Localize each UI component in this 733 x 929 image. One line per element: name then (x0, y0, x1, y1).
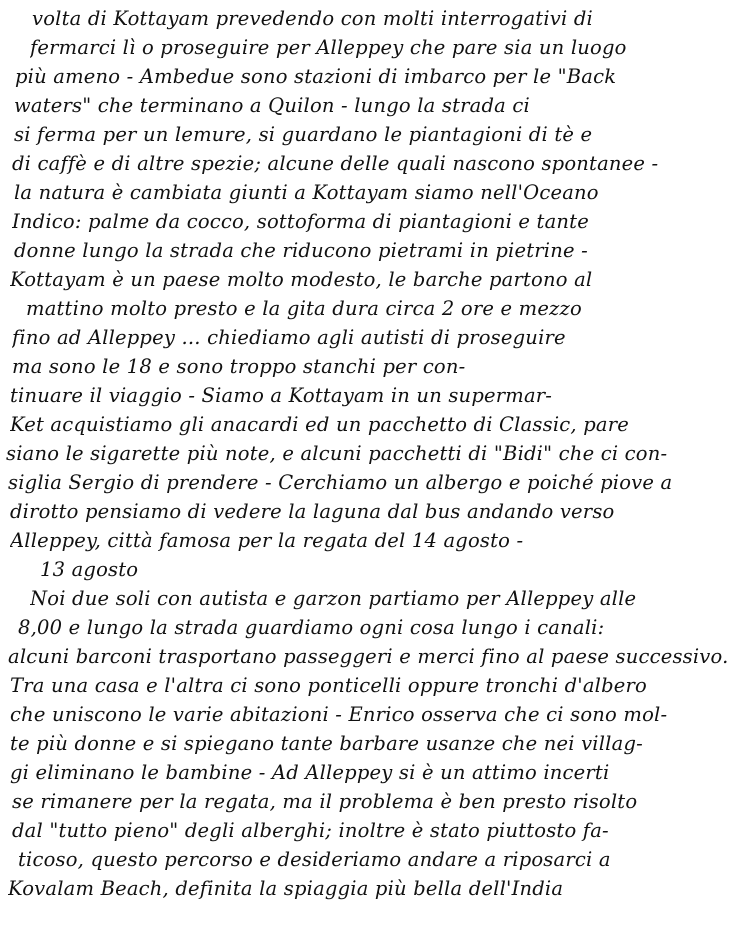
text-line-15: Ket acquistiamo gli anacardi ed un pacchetto di Classic, pare (10, 413, 629, 436)
text-line-23: alcuni barconi trasportano passeggeri e merci fino al paese successivo. (8, 645, 729, 668)
text-line-21: Noi due soli con autista e garzon partiamo per Alleppey alle (30, 587, 637, 610)
text-line-25: che uniscono le varie abitazioni - Enrico osserva che ci sono mol- (10, 703, 668, 726)
text-line-22: 8,00 e lungo la strada guardiamo ogni cosa lungo i canali: (18, 616, 605, 639)
text-line-26: te più donne e si spiegano tante barbare usanze che nei villag- (10, 732, 643, 755)
text-line-4: waters" che terminano a Quilon - lungo la strada ci (14, 94, 530, 117)
text-line-10: Kottayam è un paese molto modesto, le barche partono al (10, 268, 593, 291)
text-line-17: siglia Sergio di prendere - Cerchiamo un albergo e poiché piove a (8, 471, 673, 494)
text-line-31: Kovalam Beach, definita la spiaggia più bella dell'India (8, 877, 564, 900)
text-line-16: siano le sigarette più note, e alcuni pacchetti di "Bidi" che ci con- (6, 442, 668, 465)
text-line-18: dirotto pensiamo di vedere la laguna dal bus andando verso (10, 500, 615, 523)
text-line-2: fermarci lì o proseguire per Alleppey che pare sia un luogo (30, 36, 627, 59)
text-line-8: Indico: palme da cocco, sottoforma di piantagioni e tante (12, 210, 589, 233)
text-line-28: se rimanere per la regata, ma il problema è ben presto risolto (12, 790, 638, 813)
text-line-13: ma sono le 18 e sono troppo stanchi per con- (12, 355, 466, 378)
text-line-3: più ameno - Ambedue sono stazioni di imbarco per le "Back (15, 65, 617, 88)
text-line-14: tinuare il viaggio - Siamo a Kottayam in un supermar- (10, 384, 553, 407)
text-line-9: donne lungo la strada che riducono pietrami in pietrine - (14, 239, 588, 262)
text-line-7: la natura è cambiata giunti a Kottayam siamo nell'Oceano (14, 181, 599, 204)
text-line-6: di caffè e di altre spezie; alcune delle quali nascono spontanee - (12, 152, 659, 175)
text-line-12: fino ad Alleppey ... chiediamo agli autisti di proseguire (12, 326, 566, 349)
text-line-30: ticoso, questo percorso e desideriamo andare a riposarci a (18, 848, 611, 871)
diary-date-heading: 13 agosto (40, 558, 139, 581)
text-line-27: gi eliminano le bambine - Ad Alleppey si è un attimo incerti (10, 761, 610, 784)
text-line-24: Tra una casa e l'altra ci sono ponticelli oppure tronchi d'albero (10, 674, 647, 697)
text-line-29: dal "tutto pieno" degli alberghi; inoltre è stato piuttosto fa- (12, 819, 609, 842)
text-line-11: mattino molto presto e la gita dura circa 2 ore e mezzo (26, 297, 582, 320)
text-line-5: si ferma per un lemure, si guardano le piantagioni di tè e (14, 123, 593, 146)
text-line-19: Alleppey, città famosa per la regata del 14 agosto - (10, 529, 524, 552)
text-line-1: volta di Kottayam prevedendo con molti interrogativi di (32, 7, 593, 30)
